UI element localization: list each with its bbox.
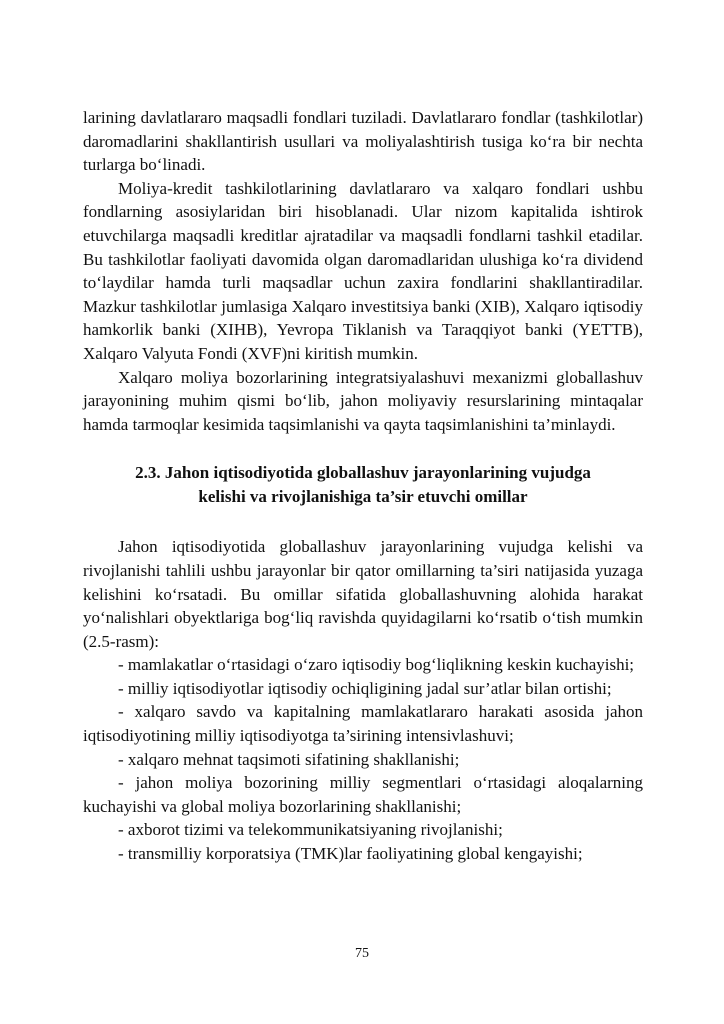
paragraph-continued: larining davlatlararo maqsadli fondlari tuziladi. Davlatlararo fondlar (tashkilotlar) daromadlarini shakllantirish usullari va moliyalashtirish tusiga ko‘ra bir nechta turlarga bo‘linadi. [83, 108, 643, 175]
page-body [83, 106, 643, 866]
section-heading [83, 461, 643, 509]
paragraph-interstate-funds: Moliya-kredit tashkilotlarining davlatlararo va xalqaro fondlari ushbu fondlarning asosiylaridan biri hisoblanadi. Ular nizom kapitalida ishtirok etuvchilarga maqsadli kreditlar ajratadilar va maqsadli fondlarni tashkil etadilar. Bu tashkilotlar faoliyati davomida olgan daromadlaridan ulushiga ko‘ra dividend to‘laydilar hamda turli maqsadlar uchun zaxira fondlarini shakllantiradilar. Mazkur tashkilotlar jumlasiga Xalqaro investitsiya banki (XIB), Xalqaro iqtisodiy hamkorlik banki (XIHB), Yevropa Tiklanish va Taraqqiyot banki (YETTB), Xalqaro Valyuta Fondi (XVF)ni kiritish mumkin. [83, 178, 643, 363]
list-item: - mamlakatlar o‘rtasidagi o‘zaro iqtisodiy bog‘liqlikning keskin kuchayishi; [118, 655, 635, 675]
list-item: - milliy iqtisodiyotlar iqtisodiy ochiqligining jadal sur’atlar bilan ortishi; [118, 678, 612, 698]
list-item: - transmilliy korporatsiya (TMK)lar faoliyatining global kengayishi; [118, 844, 583, 864]
list-item: - xalqaro savdo va kapitalning mamlakatlararo harakati asosida jahon iqtisodiyotining milliy iqtisodiyotga ta’sirining intensivlashuvi; [83, 702, 643, 746]
section-heading-line-1: 2.3. Jahon iqtisodiyotida globallashuv jarayonlarining vujudga [135, 463, 591, 483]
list-item: - xalqaro mehnat taqsimoti sifatining shakllanishi; [118, 749, 460, 769]
paragraph-intro: Jahon iqtisodiyotida globallashuv jarayonlarining vujudga kelishi va rivojlanishi tahlili ushbu jarayonlar bir qator omillarning ta’siri natijasida yuzaga kelishini ko‘rsatadi. Bu omillar sifatida globallashuvning alohida harakat yo‘nalishlari obyektlariga bog‘liq ravishda quyidagilarni ko‘rsatib o‘tish mumkin (2.5-rasm): [83, 537, 643, 651]
list-item: - jahon moliya bozorining milliy segmentlari o‘rtasidagi aloqalarning kuchayishi va global moliya bozorlarining shakllanishi; [83, 773, 643, 816]
section-heading-line-2: kelishi va rivojlanishiga ta’sir etuvchi omillar [198, 487, 528, 507]
page-number: 75 [355, 946, 369, 961]
paragraph-market-integration: Xalqaro moliya bozorlarining integratsiyalashuvi mexanizmi globallashuv jarayonining muhim qismi bo‘lib, jahon moliyaviy resurslarining mintaqalar hamda tarmoqlar kesimida taqsimlanishi va qayta taqsimlanishini ta’minlaydi. [83, 367, 643, 434]
list-item: - axborot tizimi va telekommunikatsiyaning rivojlanishi; [118, 820, 503, 840]
